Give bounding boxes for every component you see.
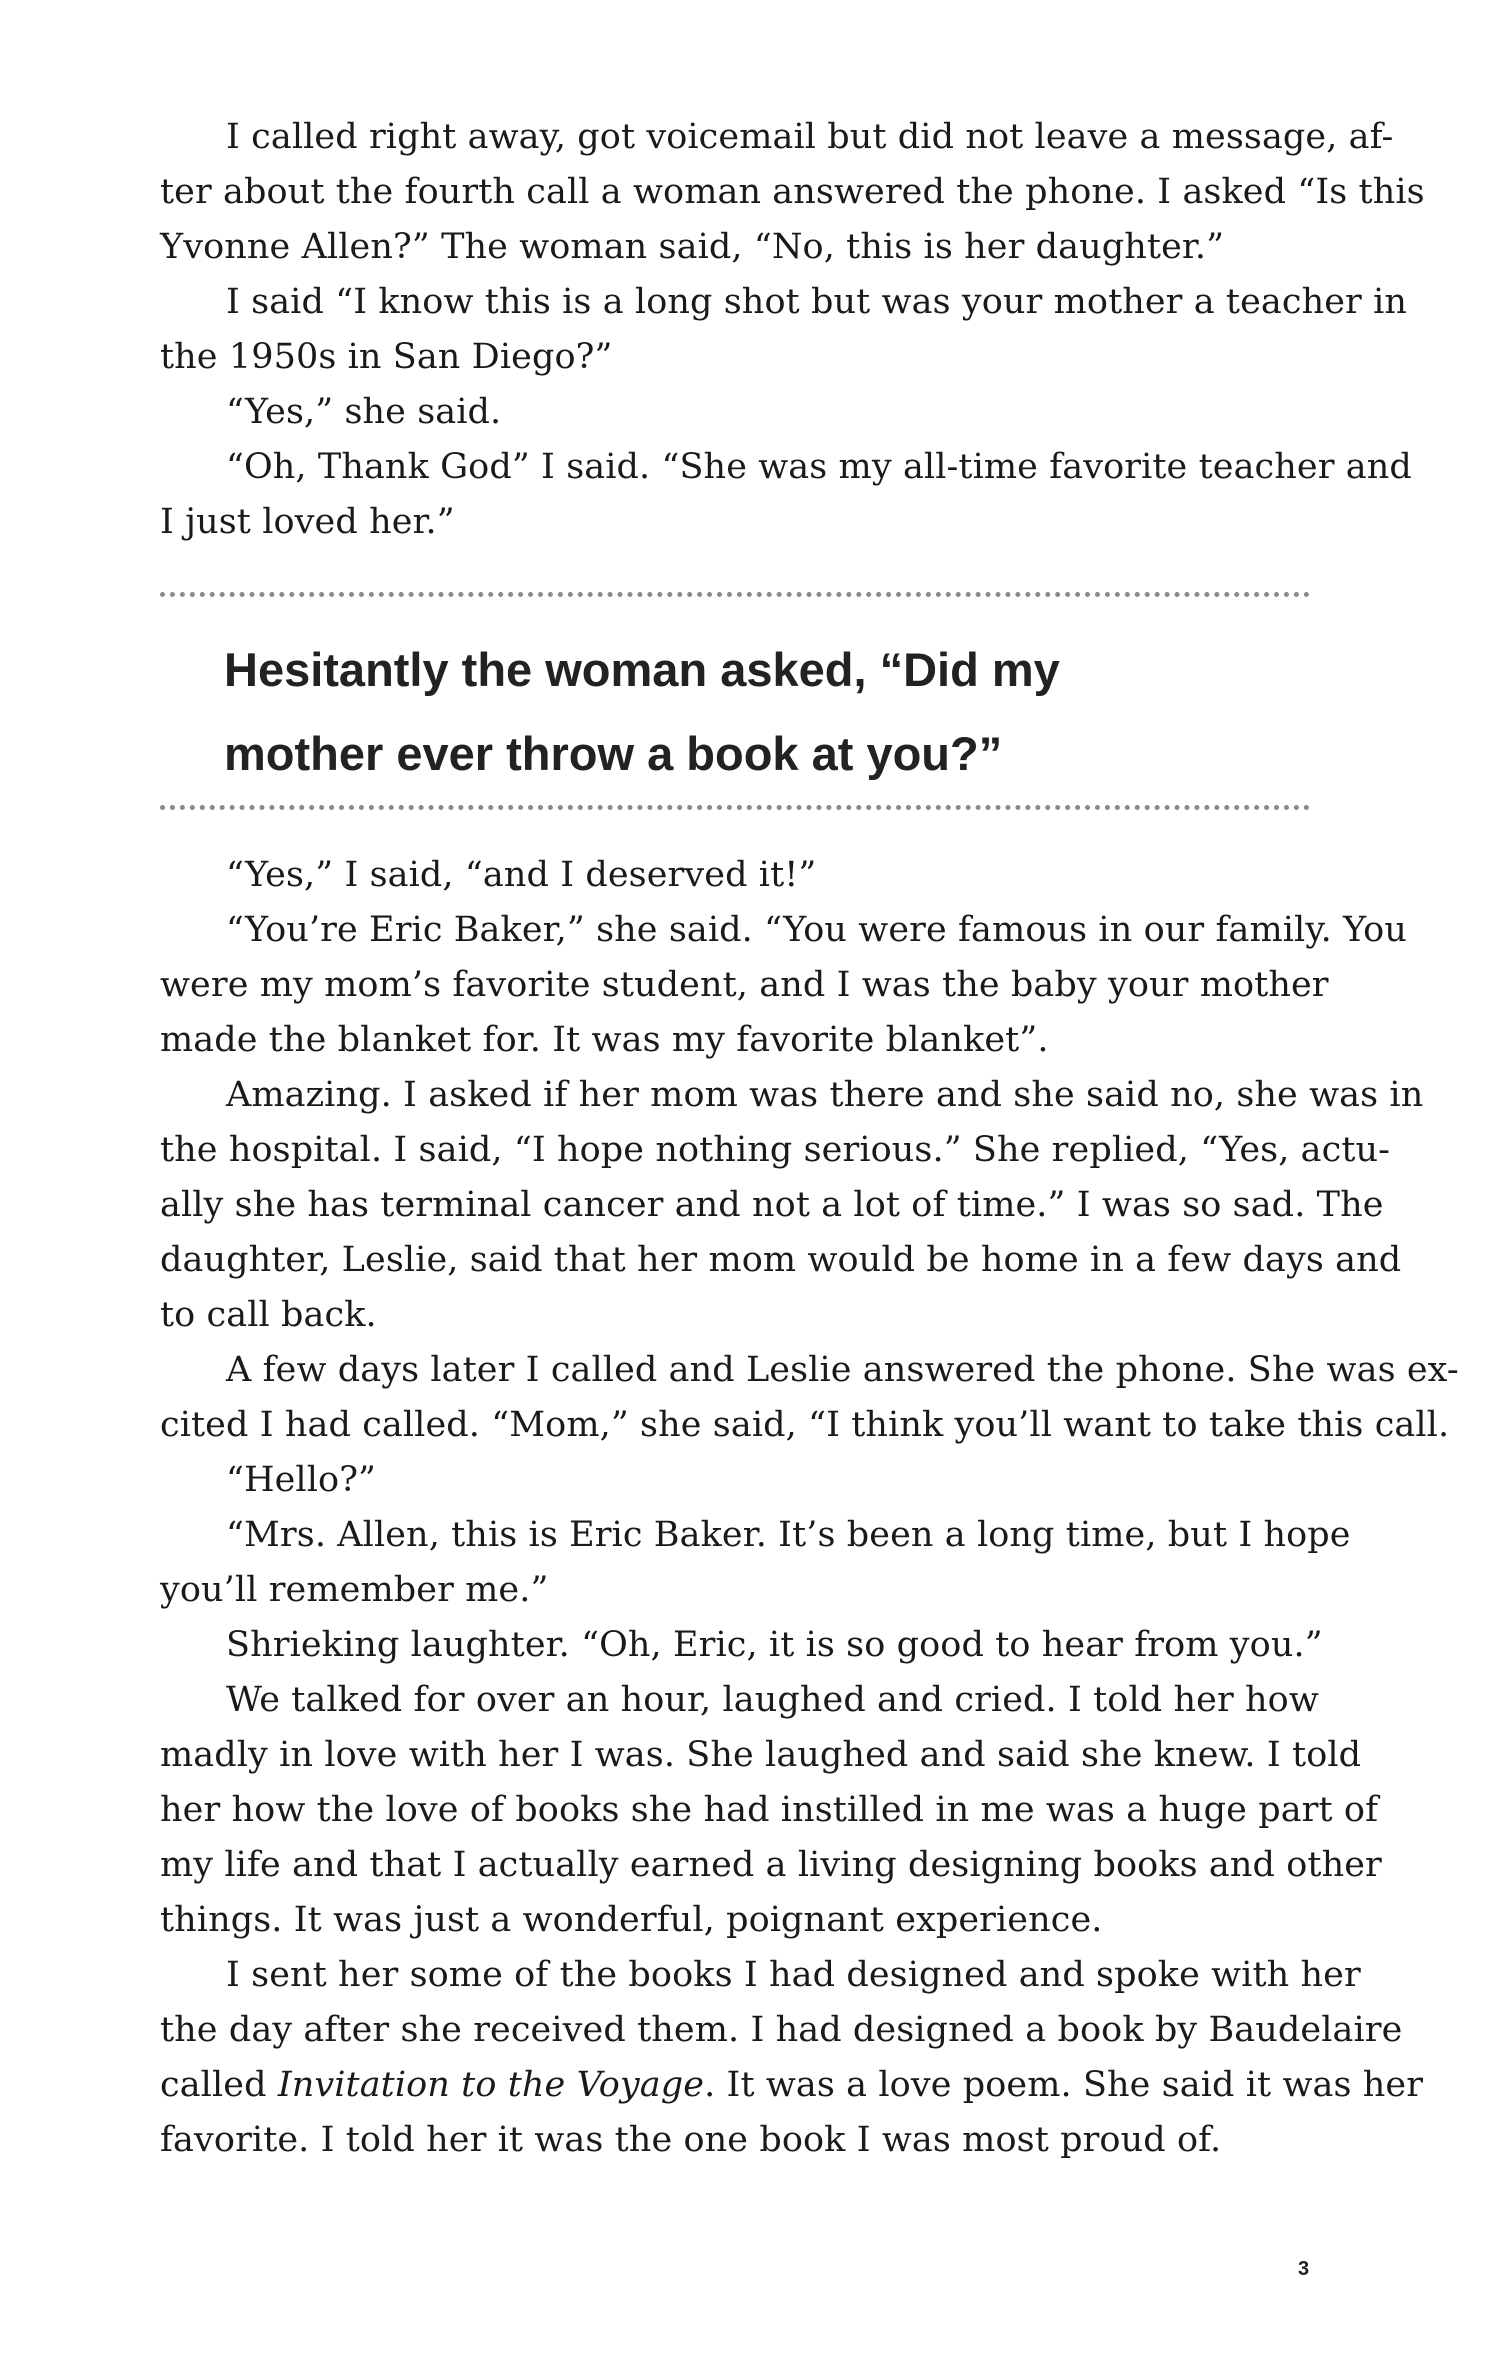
- paragraph: [160, 1618, 1323, 1673]
- text-line: favorite. I told her it was the one book I was most proud of.: [160, 2120, 1222, 2160]
- text-line: the 1950s in San Diego?”: [160, 337, 613, 377]
- paragraph: [160, 275, 1408, 385]
- pull-quote-top-rule: [160, 592, 1310, 597]
- paragraph: [160, 385, 1310, 440]
- text-line: the day after she received them. I had designed a book by Baudelaire: [160, 2010, 1403, 2050]
- pull-quote-line: Hesitantly the woman asked, “Did my: [224, 643, 1060, 696]
- text-line: “Hello?”: [226, 1460, 377, 1500]
- text-line: to call back.: [160, 1295, 377, 1335]
- text-line: madly in love with her I was. She laughed and said she knew. I told: [160, 1735, 1362, 1775]
- page-number: 3: [1298, 2258, 1310, 2280]
- text-line: cited I had called. “Mom,” she said, “I think you’ll want to take this call.: [160, 1405, 1450, 1445]
- text-line: “Oh, Thank God” I said. “She was my all-time favorite teacher and: [226, 447, 1412, 487]
- text-line: her how the love of books she had instilled in me was a huge part of: [160, 1790, 1379, 1830]
- text-line: “Mrs. Allen, this is Eric Baker. It’s been a long time, but I hope: [226, 1515, 1351, 1555]
- text-line: were my mom’s favorite student, and I was the baby your mother: [160, 965, 1329, 1005]
- paragraph: [160, 1068, 1424, 1343]
- text-line: you’ll remember me.”: [160, 1570, 549, 1610]
- paragraph: [160, 110, 1425, 275]
- text-line: ter about the fourth call a woman answered the phone. I asked “Is this: [160, 172, 1425, 212]
- body-text-top: [160, 110, 1425, 550]
- text-line: Amazing. I asked if her mom was there and she said no, she was in: [226, 1075, 1424, 1115]
- text-line: made the blanket for. It was my favorite blanket”.: [160, 1020, 1049, 1060]
- text-line: daughter, Leslie, said that her mom would be home in a few days and: [160, 1240, 1402, 1280]
- pull-quote-line: mother ever throw a book at you?”: [224, 727, 1003, 780]
- text-run: called: [160, 2065, 278, 2105]
- text-line: A few days later I called and Leslie answered the phone. She was ex-: [226, 1350, 1459, 1390]
- text-line: We talked for over an hour, laughed and cried. I told her how: [226, 1680, 1319, 1720]
- text-line: Yvonne Allen?” The woman said, “No, this is her daughter.”: [160, 227, 1225, 267]
- text-line: I said “I know this is a long shot but was your mother a teacher in: [226, 282, 1408, 322]
- text-line: the hospital. I said, “I hope nothing serious.” She replied, “Yes, actu-: [160, 1130, 1391, 1170]
- pull-quote-bottom-rule: [160, 805, 1310, 810]
- text-run: . It was a love poem. She said it was her: [704, 2065, 1424, 2105]
- text-line: “Yes,” she said.: [226, 392, 502, 432]
- text-line: “You’re Eric Baker,” she said. “You were famous in our family. You: [226, 910, 1407, 950]
- text-line: I called right away, got voicemail but did not leave a message, af-: [226, 117, 1394, 157]
- paragraph: [160, 440, 1412, 550]
- text-line: my life and that I actually earned a living designing books and other: [160, 1845, 1382, 1885]
- body-text-bottom: [160, 848, 1459, 2168]
- text-line: Shrieking laughter. “Oh, Eric, it is so good to hear from you.”: [226, 1625, 1323, 1665]
- paragraph: [160, 1453, 1310, 1508]
- paragraph: [160, 1508, 1351, 1618]
- paragraph: [160, 848, 1310, 903]
- book-title: Invitation to the Voyage: [277, 2065, 705, 2105]
- text-line: “Yes,” I said, “and I deserved it!”: [226, 855, 817, 895]
- paragraph: [160, 1948, 1424, 2168]
- pull-quote: [224, 628, 1304, 796]
- text-line: I sent her some of the books I had designed and spoke with her: [226, 1955, 1361, 1995]
- text-line: ally she has terminal cancer and not a lot of time.” I was so sad. The: [160, 1185, 1384, 1225]
- paragraph: [160, 1343, 1459, 1453]
- text-line: things. It was just a wonderful, poignant experience.: [160, 1900, 1103, 1940]
- paragraph: [160, 903, 1407, 1068]
- text-line: I just loved her.”: [160, 502, 455, 542]
- text-line-with-title: [160, 2058, 1424, 2113]
- paragraph: [160, 1673, 1382, 1948]
